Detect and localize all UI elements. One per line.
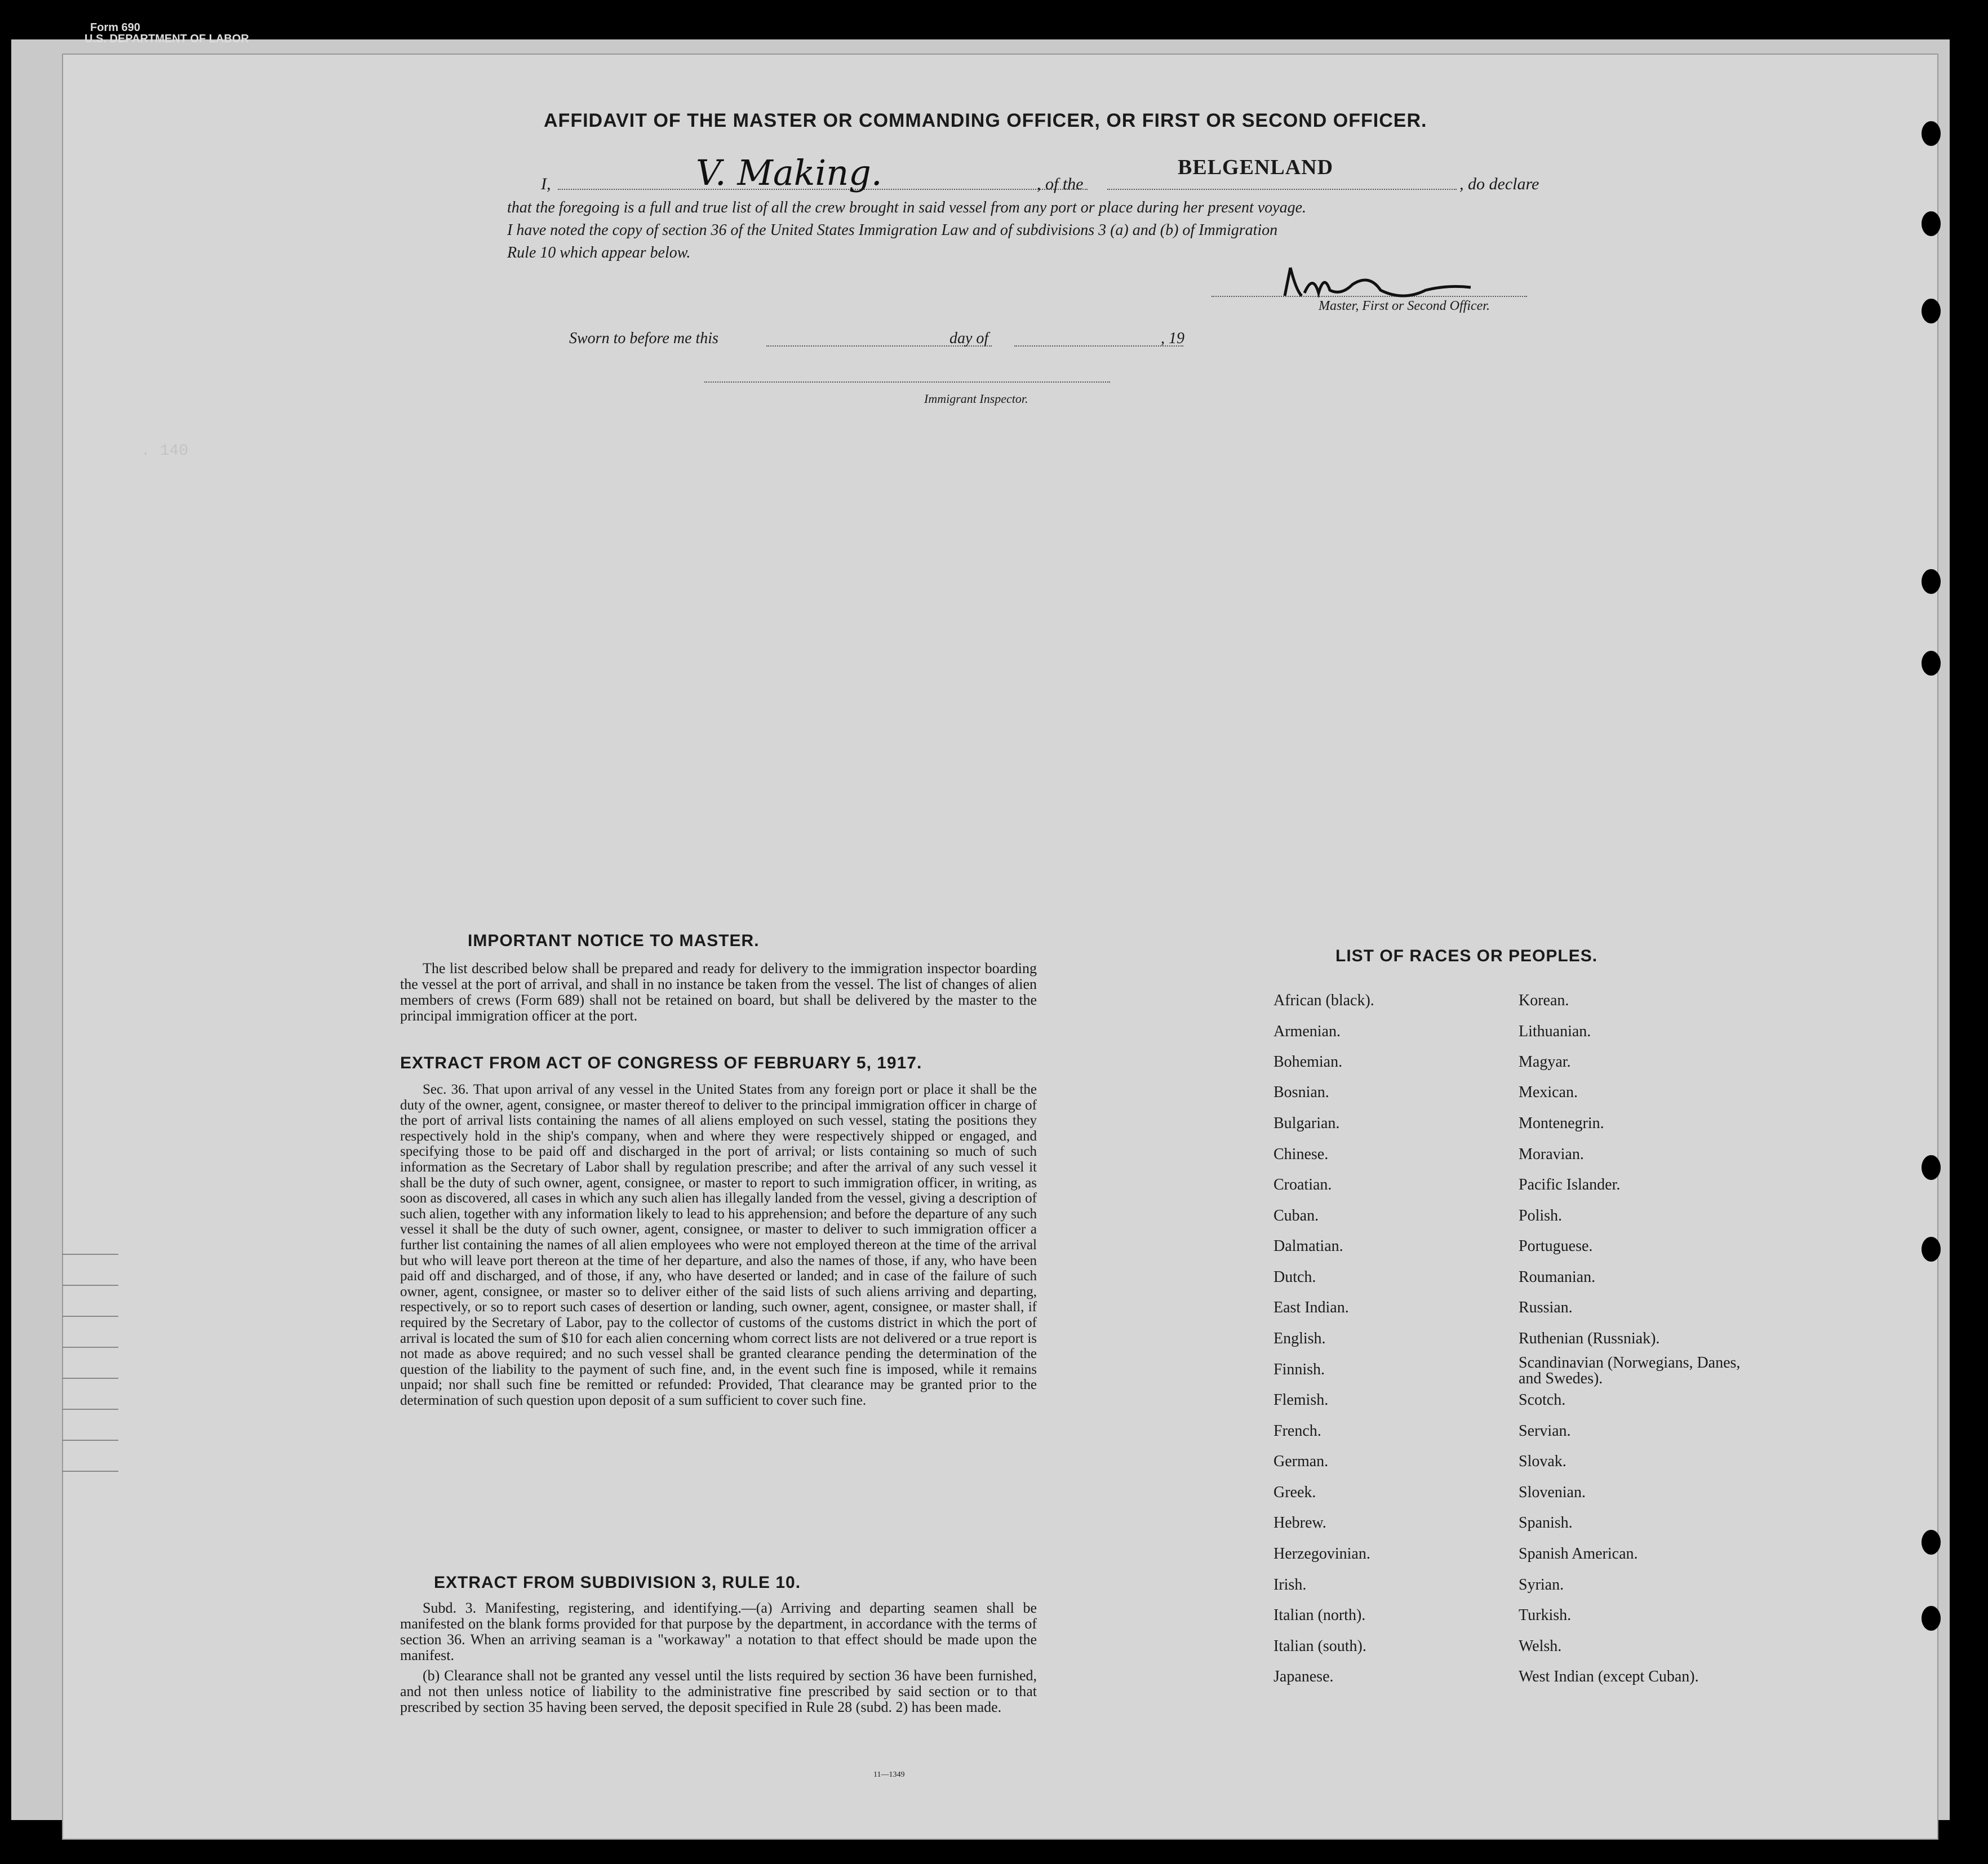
print-code: 11—1349: [873, 1770, 905, 1779]
race-item: Bosnian.: [1273, 1084, 1329, 1101]
affidavit-line-3: I have noted the copy of section 36 of the United States Immigration Law and of subdivisions 3 (a) and (b) of Immigration: [507, 221, 1278, 239]
punch-hole: [1922, 299, 1941, 323]
extract-rule-title: EXTRACT FROM SUBDIVISION 3, RULE 10.: [434, 1573, 801, 1592]
form-number: Form 690: [90, 21, 140, 34]
races-title: LIST OF RACES OR PEOPLES.: [1335, 947, 1598, 965]
race-item: French.: [1273, 1422, 1321, 1440]
race-item: Flemish.: [1273, 1391, 1329, 1409]
affidavit-title: AFFIDAVIT OF THE MASTER OR COMMANDING OFFICER, OR FIRST OR SECOND OFFICER.: [544, 110, 1427, 131]
punch-hole: [1922, 121, 1941, 146]
race-item: Polish.: [1519, 1207, 1563, 1224]
race-item: Scotch.: [1519, 1391, 1566, 1409]
race-item: Chinese.: [1273, 1146, 1329, 1163]
race-item: Moravian.: [1519, 1146, 1584, 1163]
race-item: Pacific Islander.: [1519, 1176, 1621, 1193]
race-item: African (black).: [1273, 992, 1374, 1009]
race-item: Lithuanian.: [1519, 1023, 1591, 1040]
punch-hole: [1922, 211, 1941, 236]
extract-act-title: EXTRACT FROM ACT OF CONGRESS OF FEBRUARY 5, 1917.: [400, 1054, 922, 1072]
race-item: Slovenian.: [1519, 1484, 1586, 1501]
extract-rule-para-b: (b) Clearance shall not be granted any vessel until the lists required by section 36 have been furnished, and not then unless notice of liability to the administrative fine prescribed by said section or to that prescribed by section 35 having been served, the deposit specified in Rule 28 (subd. 2) has been made.: [400, 1667, 1037, 1715]
race-item: Portuguese.: [1519, 1237, 1593, 1255]
extract-rule-para-a: Subd. 3. Manifesting, registering, and identifying.—(a) Arriving and departing seamen shall be manifested on the blank forms provided for that purpose by the department, in accordance with the terms of section 36. When an arriving seaman is a "workaway" a notation to that effect should be made upon the manifest.: [400, 1600, 1037, 1663]
department-label: U.S. DEPARTMENT OF LABOR: [85, 33, 249, 45]
race-item: Hebrew.: [1273, 1514, 1326, 1532]
race-item: Korean.: [1519, 992, 1569, 1009]
race-item: Spanish American.: [1519, 1545, 1638, 1563]
manifest-page: . 140 AFFIDAVIT OF THE MASTER OR COMMANDING OFFICER, OR FIRST OR SECOND OFFICER. I, V. Making. , of the BELGENLAND , do declare that the foregoing is a full and true list of all the crew brought in said vessel from any port or place during her present voyage. I have noted the copy of section 36 of the United States Immigration Law and of subdivisions 3 (a) and (b) of Immigration Rule 10 which appear below. Master, First or Second Officer. Sworn to before me this day of , 19 Immigrant Inspector. IMPORTANT NOTICE TO MASTER. The list described below shall be prepared and ready for delivery to the immigration inspector boarding the vessel at the port of arrival, and shall in no instance be taken from the vessel. The list of changes of alien members of crews (Form 689) shall not be retained on board, but shall be delivered by the master to the principal immigration officer at the port. EXTRACT FROM ACT OF CONGRESS OF FEBRUARY 5, 1917. Sec. 36. That upon arrival of any vessel in the United States from any foreign port or place it shall be the duty of the owner, agent, consignee, or master thereof to deliver to the principal immigration officer in charge of the port of arrival lists containing the names of all aliens employed on such vessel, stating the positions they respectively hold in the ship's company, when and where they were respectively shipped or engaged, and specifying those to be paid off and discharged in the port of arrival; or lists containing so much of such information as the Secretary of Labor shall by regulation prescribe; and after the arrival of any such vessel it shall be the duty of such owner, agent, consignee, or master to report to such immigration officer, in writing, as soon as discovered, all cases in which any such alien has illegally landed from the vessel, giving a description of such alien, together with any information likely to lead to his apprehension; and before the departure of any such vessel it shall be the duty of such owner, agent, consignee, or master to deliver to such immigration officer a further list containing the names of all alien employees who were not employed thereon at the time of the arrival but who will leave port thereon at the time of her departure, and also the names of those, if any, who have been paid off and discharged, and of those, if any, who have deserted or landed; and in case of the failure of such owner, agent, consignee, or master so to deliver either of the said lists of such aliens arriving and departing, respectively, or so to report such cases of desertion or landing, such owner, agent, consignee, or master shall, if required by the Secretary of Labor, pay to the collector of customs of the customs district in which the port of arrival is located the sum of $10 for each alien concerning whom correct lists are not delivered or a true report is not made as above required; and no such vessel shall be granted clearance pending the determination of the question of the liability to the payment of such fine, and, in the event such fine is imposed, while it remains unpaid; nor shall such fine be remitted or refunded: Provided, That clearance may be granted prior to the determination of such question upon deposit of a sum sufficient to cover such fine. EXTRACT FROM SUBDIVISION 3, RULE 10. Subd. 3. Manifesting, registering, and identifying.—(a) Arriving and departing seamen shall be manifested on the blank forms provided for that purpose by the department, in accordance with the terms of section 36. When an arriving seaman is a "workaway" a notation to that effect should be made upon the manifest. (b) Clearance shall not be granted any vessel until the lists required by section 36 have been furnished, and not then unless notice of liability to the administrative fine prescribed by said section or to that prescribed by section 35 having been served, the deposit specified in Rule 28 (subd. 2) has been made. 11—1349 LIST OF RACES OR PEOPLES. African (black). Armenian. Bohemian. Bosnian. Bulgarian. Chinese. Croatian. Cuban. Dalmatian. Dutch. East Indian. English. Finnish. Flemish. French. German. Greek. Hebrew. Herzegovinian. Irish. Italian (north). Italian (south). Japanese. Korean. Lithuanian. Magyar. Mexican. Montenegrin. Moravian. Pacific Islander. Polish. Portuguese. Roumanian. Russian. Ruthenian (Russniak). Scandinavian (Norwegians, Danes, and Swedes). Scotch. Servian. Slovak. Slovenian. Spanish. Spanish American. Syrian. Turkish. Welsh. West Indian (except Cuban).: [62, 54, 1938, 1840]
handwritten-name: V. Making.: [696, 152, 882, 193]
race-item: Dalmatian.: [1273, 1237, 1343, 1255]
year-label: , 19: [1161, 330, 1184, 347]
race-item: Turkish.: [1519, 1606, 1572, 1624]
vessel-blank: [1107, 189, 1457, 190]
inspector-blank: [704, 381, 1110, 383]
race-item: Greek.: [1273, 1484, 1316, 1501]
extract-act-body: Sec. 36. That upon arrival of any vessel in the United States from any foreign port or place it shall be the duty of the owner, agent, consignee, or master thereof to deliver to the principal immigration officer in charge of the port of arrival lists containing the names of all aliens employed on such vessel, stating the positions they respectively hold in the ship's company, when and where they were respectively shipped or engaged, and specifying those to be paid off and discharged in the port of arrival; or lists containing so much of such information as the Secretary of Labor shall by regulation prescribe; and after the arrival of any such vessel it shall be the duty of such owner, agent, consignee, or master to report to such immigration officer, in writing, as soon as discovered, all cases in which any such alien has illegally landed from the vessel, giving a description of such alien, together with any information likely to lead to his apprehension; and before the departure of any such vessel it shall be the duty of such owner, agent, consignee, or master to deliver to such immigration officer a further list containing the names of all alien employees who were not employed thereon at the time of the arrival but who will leave port thereon at the time of her departure, and also the names of those, if any, who have been paid off and discharged, and of those, if any, who have deserted or landed; and in case of the failure of such owner, agent, consignee, or master so to deliver either of the said lists of such aliens arriving and departing, respectively, or so to report such cases of desertion or landing, such owner, agent, consignee, or master shall, if required by the Secretary of Labor, pay to the collector of customs of the customs district in which the port of arrival is located the sum of $10 for each alien concerning whom correct lists are not delivered or a true report is not made as above required; and no such vessel shall be granted clearance pending the determination of the question of the liability to the payment of such fine, and, in the event such fine is imposed, while it remains unpaid; nor shall such fine be remitted or refunded: Provided, That clearance may be granted prior to the determination of such question upon deposit of a sum sufficient to cover such fine.: [400, 1082, 1037, 1408]
affidavit-line-2: that the foregoing is a full and true list of all the crew brought in said vessel from any port or place during her present voyage.: [507, 199, 1307, 216]
of-the-label: , of the: [1037, 175, 1084, 193]
day-of-label: day of: [949, 330, 989, 347]
race-item: Slovak.: [1519, 1453, 1567, 1470]
race-item: East Indian.: [1273, 1299, 1349, 1316]
race-item: Syrian.: [1519, 1576, 1564, 1594]
vessel-name: BELGENLAND: [1178, 156, 1334, 179]
race-item: Italian (north).: [1273, 1606, 1366, 1624]
sworn-label: Sworn to before me this: [569, 330, 718, 347]
race-item: Cuban.: [1273, 1207, 1319, 1224]
punch-hole: [1922, 569, 1941, 594]
race-item: Armenian.: [1273, 1023, 1341, 1040]
punch-hole: [1922, 1155, 1941, 1180]
affidavit-line-4: Rule 10 which appear below.: [507, 244, 691, 261]
race-item: Croatian.: [1273, 1176, 1332, 1193]
race-item: Servian.: [1519, 1422, 1571, 1440]
do-declare-label: , do declare: [1459, 175, 1539, 193]
notice-title: IMPORTANT NOTICE TO MASTER.: [468, 931, 760, 950]
race-item: Magyar.: [1519, 1053, 1571, 1071]
race-item: Dutch.: [1273, 1268, 1316, 1286]
signature-label: Master, First or Second Officer.: [1319, 299, 1490, 313]
notice-body: The list described below shall be prepared and ready for delivery to the immigration inspector boarding the vessel at the port of arrival, and shall in no instance be taken from the vessel. The list of changes of alien members of crews (Form 689) shall not be retained on board, but shall be delivered by the master to the principal immigration officer at the port.: [400, 960, 1037, 1024]
race-item: Russian.: [1519, 1299, 1573, 1316]
punch-hole: [1922, 1237, 1941, 1262]
race-item: Japanese.: [1273, 1668, 1334, 1685]
inspector-label: Immigrant Inspector.: [924, 392, 1028, 406]
race-item: West Indian (except Cuban).: [1519, 1668, 1699, 1685]
sworn-month-blank: [1014, 345, 1183, 347]
race-item: Ruthenian (Russniak).: [1519, 1330, 1660, 1347]
punch-hole: [1922, 1606, 1941, 1631]
race-item: Finnish.: [1273, 1361, 1325, 1378]
race-item: Spanish.: [1519, 1514, 1573, 1532]
race-item: Irish.: [1273, 1576, 1307, 1594]
race-item: English.: [1273, 1330, 1326, 1347]
race-item: Herzegovinian.: [1273, 1545, 1370, 1563]
race-item: Bulgarian.: [1273, 1115, 1340, 1132]
punch-hole: [1922, 1530, 1941, 1555]
race-item: Montenegrin.: [1519, 1115, 1604, 1132]
affidavit-i-label: I,: [541, 175, 551, 193]
race-item: Scandinavian (Norwegians, Danes, and Swedes).: [1519, 1354, 1741, 1387]
race-item: German.: [1273, 1453, 1329, 1470]
race-item: Welsh.: [1519, 1637, 1562, 1655]
race-item: Bohemian.: [1273, 1053, 1343, 1071]
race-item: Roumanian.: [1519, 1268, 1596, 1286]
race-item: Mexican.: [1519, 1084, 1578, 1101]
punch-hole: [1922, 651, 1941, 676]
race-item: Italian (south).: [1273, 1637, 1366, 1655]
